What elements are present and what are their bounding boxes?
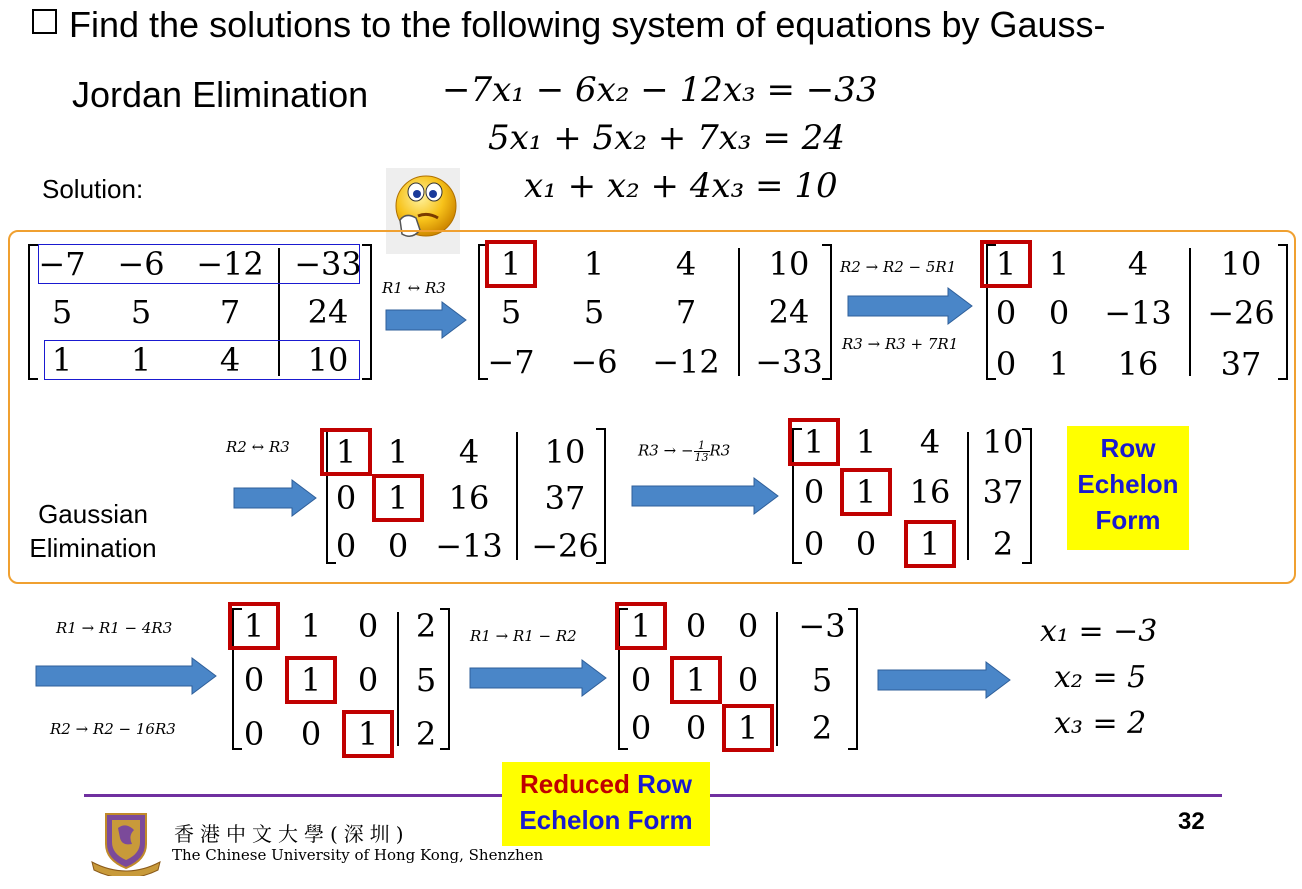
matrix-cell: 1 — [243, 607, 265, 645]
fraction-numerator: 1 — [694, 440, 710, 452]
matrix-cell: 1 — [583, 245, 605, 283]
matrix-cell: 1 — [685, 661, 707, 699]
matrix-cell: 5 — [51, 293, 73, 331]
equation-3: x₁ + x₂ + 4x₃ = 10 — [524, 166, 838, 206]
matrix-cell: 1 — [1048, 245, 1070, 283]
augment-divider — [738, 248, 740, 376]
matrix-cell: 2 — [992, 525, 1014, 563]
matrix-cell: 4 — [675, 245, 697, 283]
op-r2-minus-5r1: R2 → R2 − 5R1 — [840, 258, 957, 276]
matrix-cell: 1 — [737, 709, 759, 747]
matrix-cell: −13 — [1104, 294, 1172, 332]
matrix-cell: 0 — [243, 661, 265, 699]
matrix-cell: −6 — [117, 245, 165, 283]
op-swap-r1-r3: R1 ↔ R3 — [382, 279, 446, 297]
op-scale-prefix: R3 → − — [638, 441, 694, 460]
matrix-cell: −13 — [435, 527, 503, 565]
matrix-cell: 1 — [803, 423, 825, 461]
pivot-highlight-box — [904, 520, 956, 568]
arrow-7 — [876, 660, 1012, 700]
reduced-label-line-2: Echelon Form — [519, 805, 693, 835]
matrix-cell: 5 — [130, 293, 152, 331]
matrix-cell: 0 — [685, 607, 707, 645]
augment-divider — [967, 432, 969, 560]
pivot-highlight-box — [670, 656, 722, 704]
pivot-highlight-box — [615, 602, 667, 650]
matrix-cell: 16 — [448, 479, 490, 517]
arrow-1 — [384, 300, 468, 340]
matrix-cell: 5 — [415, 661, 437, 699]
matrix-right-bracket — [822, 244, 832, 380]
matrix-cell: 1 — [995, 245, 1017, 283]
matrix-cell: 1 — [130, 341, 152, 379]
pivot-highlight-box — [228, 602, 280, 650]
matrix-cell: 0 — [630, 661, 652, 699]
matrix-cell: 1 — [51, 341, 73, 379]
matrix-cell: −6 — [570, 343, 618, 381]
matrix-cell: 5 — [500, 293, 522, 331]
matrix-cell: 1 — [855, 423, 877, 461]
matrix-cell: 5 — [583, 293, 605, 331]
matrix-cell: 1 — [300, 661, 322, 699]
matrix-cell: 1 — [300, 607, 322, 645]
op-r2-minus-16r3: R2 → R2 − 16R3 — [50, 720, 176, 738]
matrix-cell: 1 — [855, 473, 877, 511]
fraction — [694, 440, 710, 463]
pivot-highlight-box — [372, 474, 424, 522]
matrix-right-bracket — [440, 608, 450, 750]
arrow-2 — [846, 286, 974, 326]
matrix-cell: 0 — [737, 607, 759, 645]
matrix-left-bracket — [28, 244, 38, 380]
matrix-cell: 0 — [300, 715, 322, 753]
pivot-highlight-box — [342, 710, 394, 758]
matrix-cell: −26 — [1207, 294, 1275, 332]
matrix-cell: 37 — [982, 473, 1024, 511]
matrix-cell: 10 — [1220, 245, 1262, 283]
matrix-cell: 7 — [675, 293, 697, 331]
matrix-cell: −12 — [196, 245, 264, 283]
matrix-cell: 0 — [685, 709, 707, 747]
pivot-highlight-box — [840, 468, 892, 516]
matrix-cell: 4 — [458, 433, 480, 471]
matrix-cell: −7 — [487, 343, 535, 381]
matrix-cell: 1 — [1048, 345, 1070, 383]
matrix-cell: 7 — [219, 293, 241, 331]
slide-title — [32, 4, 1106, 46]
matrix-cell: 0 — [630, 709, 652, 747]
pivot-highlight-box — [980, 240, 1032, 288]
matrix-cell: −3 — [798, 607, 846, 645]
gaussian-elimination-label: Gaussian Elimination — [29, 499, 157, 563]
pivot-highlight-box — [320, 428, 372, 476]
matrix-cell: 24 — [307, 293, 349, 331]
matrix-cell: 37 — [1220, 345, 1262, 383]
matrix-cell: 10 — [982, 423, 1024, 461]
checkbox-bullet-icon — [32, 9, 57, 34]
matrix-cell: 4 — [219, 341, 241, 379]
matrix-cell: 16 — [1117, 345, 1159, 383]
matrix-cell: 0 — [737, 661, 759, 699]
fraction-denominator: 13 — [694, 451, 709, 464]
augment-divider — [1189, 248, 1191, 376]
arrow-5 — [34, 656, 218, 696]
swap-row-highlight-box — [38, 244, 360, 284]
matrix-cell: −12 — [652, 343, 720, 381]
pivot-highlight-box — [722, 704, 774, 752]
matrix-cell: 4 — [1127, 245, 1149, 283]
matrix-cell: 1 — [630, 607, 652, 645]
matrix-cell: 0 — [995, 294, 1017, 332]
slide-title-continuation: Jordan Elimination — [72, 74, 369, 115]
matrix-cell: 0 — [357, 607, 379, 645]
answer-x1: x₁ = −3 — [1040, 614, 1158, 649]
matrix-right-bracket — [848, 608, 858, 750]
matrix-cell: 1 — [357, 715, 379, 753]
matrix-cell: 1 — [919, 525, 941, 563]
matrix-right-bracket — [1022, 428, 1032, 564]
arrow-6 — [468, 658, 608, 698]
matrix-cell: −33 — [755, 343, 823, 381]
matrix-cell: 10 — [544, 433, 586, 471]
augment-divider — [776, 612, 778, 746]
matrix-cell: 0 — [335, 527, 357, 565]
matrix-cell: 4 — [919, 423, 941, 461]
answer-x2: x₂ = 5 — [1054, 660, 1147, 695]
matrix-cell: 16 — [909, 473, 951, 511]
matrix-cell: 0 — [803, 525, 825, 563]
op-scale-suffix: R3 — [709, 441, 731, 460]
matrix-cell: 37 — [544, 479, 586, 517]
matrix-cell: 24 — [768, 293, 810, 331]
op-r1-minus-4r3: R1 → R1 − 4R3 — [56, 619, 173, 637]
op-scale-r3 — [638, 440, 730, 463]
row-echelon-line-3: Form — [1095, 505, 1161, 535]
row-echelon-line-1: Row — [1100, 433, 1156, 463]
matrix-cell: 2 — [415, 607, 437, 645]
op-swap-r2-r3: R2 ↔ R3 — [226, 438, 290, 456]
swap-row-highlight-box — [44, 340, 360, 380]
university-name-english: The Chinese University of Hong Kong, Shenzhen — [172, 846, 544, 864]
matrix-cell: 0 — [387, 527, 409, 565]
page-number: 32 — [1178, 808, 1205, 835]
matrix-cell: 0 — [1048, 294, 1070, 332]
solution-label: Solution: — [42, 174, 144, 204]
matrix-cell: −7 — [38, 245, 86, 283]
matrix-cell: 2 — [415, 715, 437, 753]
matrix-cell: −26 — [531, 527, 599, 565]
reduced-label-line-1 — [502, 766, 710, 802]
slide-title-text: Find the solutions to the following system of equations by Gauss- — [69, 4, 1106, 45]
matrix-cell: 0 — [803, 473, 825, 511]
matrix-cell: 1 — [500, 245, 522, 283]
matrix-cell: 0 — [243, 715, 265, 753]
equation-1: −7x₁ − 6x₂ − 12x₃ = −33 — [442, 70, 878, 110]
row-word: Row — [637, 769, 692, 799]
op-r3-plus-7r1: R3 → R3 + 7R1 — [842, 335, 959, 353]
matrix-cell: 0 — [357, 661, 379, 699]
op-r1-minus-r2: R1 → R1 − R2 — [470, 627, 577, 645]
matrix-cell: 1 — [387, 479, 409, 517]
university-crest-icon — [88, 810, 164, 876]
matrix-right-bracket — [1278, 244, 1288, 380]
arrow-4 — [630, 476, 780, 516]
row-echelon-form-label — [1067, 426, 1189, 550]
arrow-3 — [232, 478, 318, 518]
university-name-chinese: 香港中文大學(深圳) — [174, 822, 410, 846]
matrix-right-bracket — [362, 244, 372, 380]
answer-x3: x₃ = 2 — [1054, 706, 1147, 741]
matrix-cell: 1 — [387, 433, 409, 471]
reduced-row-echelon-label — [502, 762, 710, 846]
matrix-cell: 0 — [995, 345, 1017, 383]
equation-2: 5x₁ + 5x₂ + 7x₃ = 24 — [488, 118, 845, 158]
pivot-highlight-box — [788, 418, 840, 466]
row-echelon-line-2: Echelon — [1077, 469, 1179, 499]
matrix-cell: −33 — [294, 245, 362, 283]
reduced-word: Reduced — [520, 769, 630, 799]
augment-divider — [397, 612, 399, 746]
matrix-cell: 10 — [307, 341, 349, 379]
augment-divider — [516, 432, 518, 560]
matrix-cell: 10 — [768, 245, 810, 283]
pivot-highlight-box — [285, 656, 337, 704]
matrix-cell: 0 — [855, 525, 877, 563]
matrix-cell: 1 — [335, 433, 357, 471]
matrix-cell: 2 — [811, 709, 833, 747]
pivot-highlight-box — [485, 240, 537, 288]
matrix-cell: 5 — [811, 661, 833, 699]
matrix-cell: 0 — [335, 479, 357, 517]
